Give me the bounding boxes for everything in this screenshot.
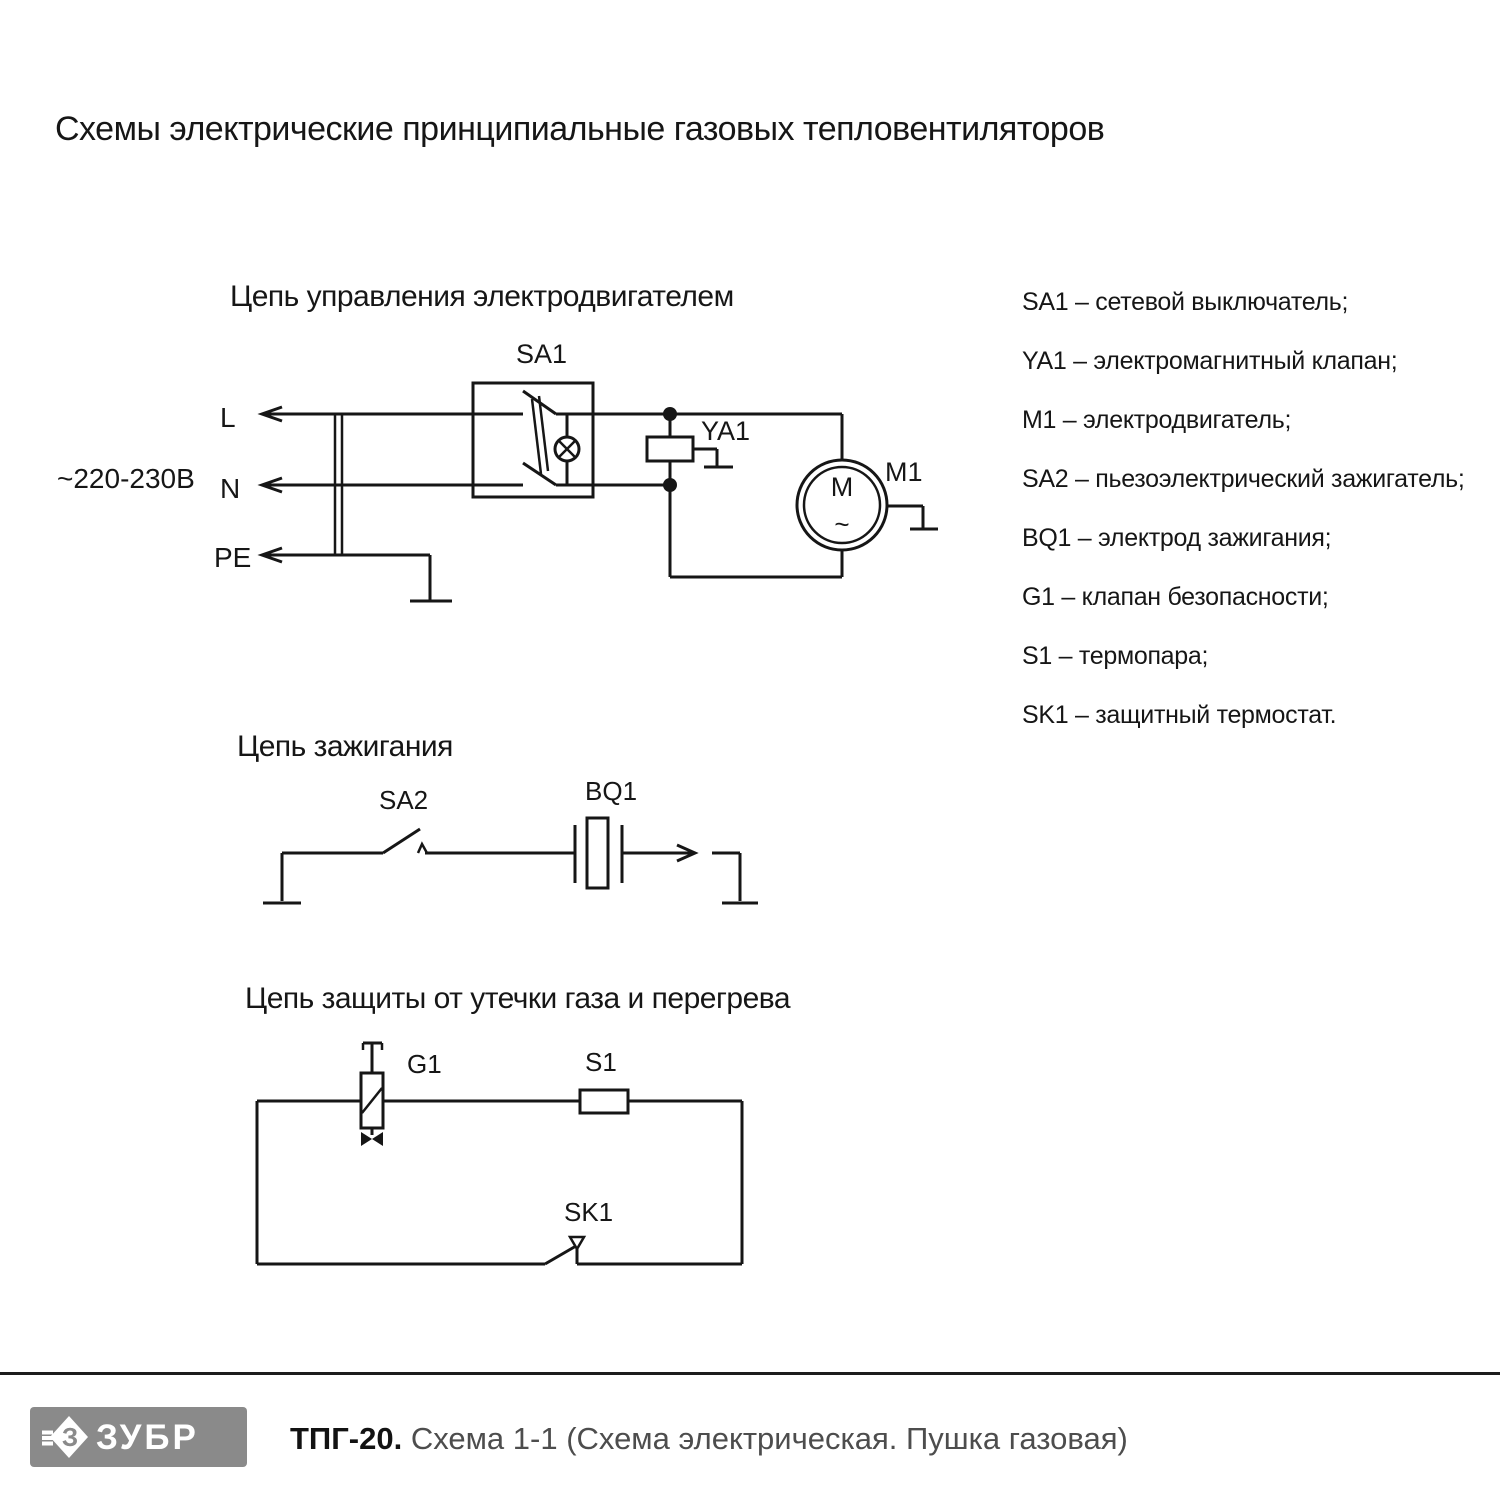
voltage-label: ~220-230В bbox=[57, 463, 195, 494]
electrode-bq1-body bbox=[587, 818, 608, 888]
igniter-sa2-label: SA2 bbox=[379, 785, 429, 815]
brand-initial: З bbox=[61, 1422, 79, 1452]
legend-item-bq1: BQ1 – электрод зажигания; bbox=[1022, 524, 1332, 552]
sa2-blade bbox=[383, 829, 420, 853]
legend-item-sa2: SA2 – пьезоэлектрический зажигатель; bbox=[1022, 465, 1465, 493]
switch-sa1-label: SA1 bbox=[516, 339, 568, 369]
valve-ya1-label: YA1 bbox=[701, 416, 751, 446]
brand-name: ЗУБР bbox=[96, 1418, 199, 1457]
electrode-bq1-label: BQ1 bbox=[585, 776, 638, 806]
ignition-circuit-title: Цепь зажигания bbox=[237, 730, 453, 763]
motor-control-circuit bbox=[57, 339, 938, 601]
thermocouple-s1-body bbox=[580, 1090, 628, 1113]
legend-item-g1: G1 – клапан безопасности; bbox=[1022, 583, 1329, 611]
protection-circuit-title: Цепь защиты от утечки газа и перегрева bbox=[245, 982, 791, 1015]
control-circuit-title: Цепь управления электродвигателем bbox=[230, 280, 734, 313]
valve-ya1-coil bbox=[647, 437, 693, 461]
legend-item-m1: M1 – электродвигатель; bbox=[1022, 406, 1292, 434]
line-pe-label: PE bbox=[214, 542, 252, 573]
sk1-blade bbox=[545, 1246, 576, 1264]
scheme-description: Схема 1-1 (Схема электрическая. Пушка газовая) bbox=[410, 1421, 1128, 1456]
page-title: Схемы электрические принципиальные газовых тепловентиляторов bbox=[55, 110, 1105, 148]
thermostat-sk1-label: SK1 bbox=[564, 1197, 614, 1227]
model-number: ТПГ-20. bbox=[290, 1421, 403, 1456]
line-l-label: L bbox=[220, 402, 236, 433]
thermocouple-s1-label: S1 bbox=[585, 1047, 617, 1077]
motor-ac-symbol: ~ bbox=[834, 509, 850, 539]
line-n-label: N bbox=[220, 473, 241, 504]
ignition-circuit bbox=[263, 776, 758, 903]
motor-m1-label: M1 bbox=[885, 457, 923, 487]
legend-item-sa1: SA1 – сетевой выключатель; bbox=[1022, 288, 1349, 316]
brand-logo bbox=[30, 1407, 247, 1467]
footer-separator bbox=[0, 1372, 1500, 1375]
brand-bison-icon bbox=[42, 1414, 88, 1460]
footer-caption bbox=[290, 1421, 1128, 1457]
valve-g1-label: G1 bbox=[407, 1049, 442, 1079]
legend-item-s1: S1 – термопара; bbox=[1022, 642, 1209, 670]
motor-letter: M bbox=[830, 472, 854, 502]
protection-circuit bbox=[257, 1043, 742, 1264]
legend-item-ya1: YA1 – электромагнитный клапан; bbox=[1022, 347, 1398, 375]
g1-valve-tri-left bbox=[361, 1132, 372, 1146]
legend-item-sk1: SK1 – защитный термостат. bbox=[1022, 701, 1337, 729]
g1-valve-tri-right bbox=[372, 1132, 383, 1146]
